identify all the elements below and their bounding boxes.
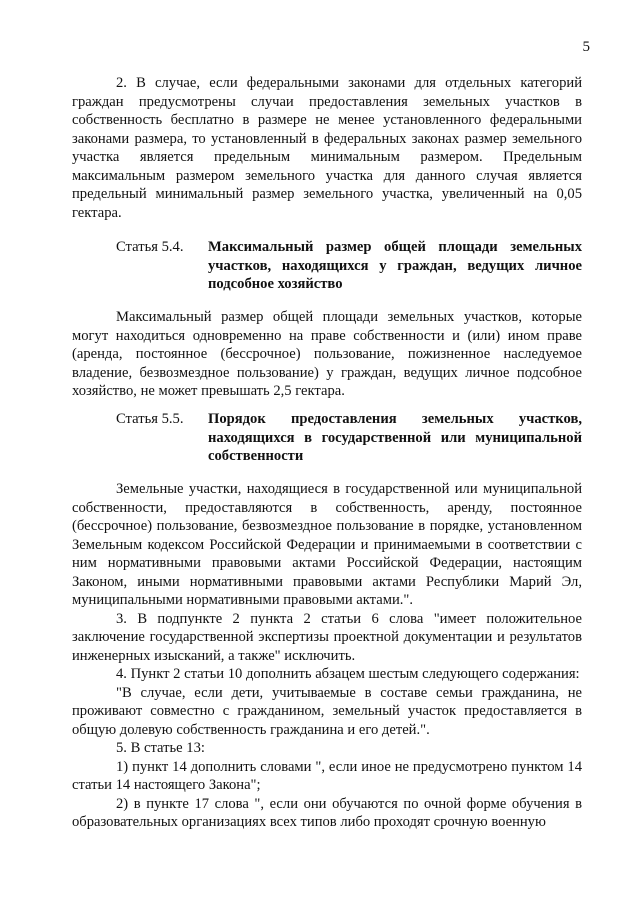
article-5-5-body-text: Земельные участки, находящиеся в государственной или муниципальной собственности, предоставляются в собственность, аренду, постоянное (бессрочное) пользование, безвозмездное пользование в порядке, установленном Земельным кодексом Российской Федерации и принимаемыми в соответствии с ним нормативными правовыми актами Российской Федерации, настоящим Законом, иными нормативными правовыми актами Республики Марий Эл, муниципальными нормативными правовыми актами.". xyxy=(72,481,582,608)
article-5-4-heading xyxy=(72,238,582,294)
article-5-5-number: Статья 5.5. xyxy=(116,411,184,427)
page-number: 5 xyxy=(582,39,590,55)
article-5-4-number: Статья 5.4. xyxy=(116,239,184,255)
article-5-4-title: Максимальный размер общей площади земельных участков, находящихся у граждан, ведущих личное подсобное хозяйство xyxy=(208,239,582,292)
item-3-text: 3. В подпункте 2 пункта 2 статьи 6 слова "имеет положительное заключение государственной экспертизы проектной документации и результатов инженерных изысканий, а также" исключить. xyxy=(72,610,582,664)
article-5-5-heading xyxy=(72,410,582,466)
article-5-4-body xyxy=(72,308,582,401)
item-4-quote-text: "В случае, если дети, учитываемые в составе семьи гражданина, не проживают совместно с гражданином, земельный участок предоставляется в общую долевую собственность гражданина и его детей.". xyxy=(72,684,582,738)
item-5-2-text: 2) в пункте 17 слова ", если они обучаются по очной форме обучения в образовательных организациях всех типов либо проходят срочную военную xyxy=(72,795,582,830)
article-5-4-body-text: Максимальный размер общей площади земельных участков, которые могут находиться одновременно на праве собственности и (или) ином праве (аренда, постоянное (бессрочное) пользование, пожизненное наследуемое владение, безвозмездное пользование) у граждан, ведущих личное подсобное хозяйство, не может превышать 2,5 гектара. xyxy=(72,309,582,399)
paragraph-2 xyxy=(72,74,582,222)
item-5-text: 5. В статье 13: xyxy=(116,740,205,756)
paragraph-2-text: 2. В случае, если федеральными законами для отдельных категорий граждан предусмотрены случаи предоставления земельных участков в собственность бесплатно в размере не менее установленного федеральными законами размера, то установленный в федеральных законах размер земельного участка является предельным минимальным размером. Предельным максимальным размером земельного участка для данного случая является предельный минимальный размер земельного участка, увеличенный на 0,05 гектара. xyxy=(72,75,582,221)
amendments-block xyxy=(72,480,582,832)
item-5-1-text: 1) пункт 14 дополнить словами ", если иное не предусмотрено пунктом 14 статьи 14 настоящего Закона"; xyxy=(72,758,582,793)
item-4-text: 4. Пункт 2 статьи 10 дополнить абзацем шестым следующего содержания: xyxy=(116,666,580,682)
article-5-5-title: Порядок предоставления земельных участков, находящихся в государственной или муниципальной собственности xyxy=(208,411,582,464)
